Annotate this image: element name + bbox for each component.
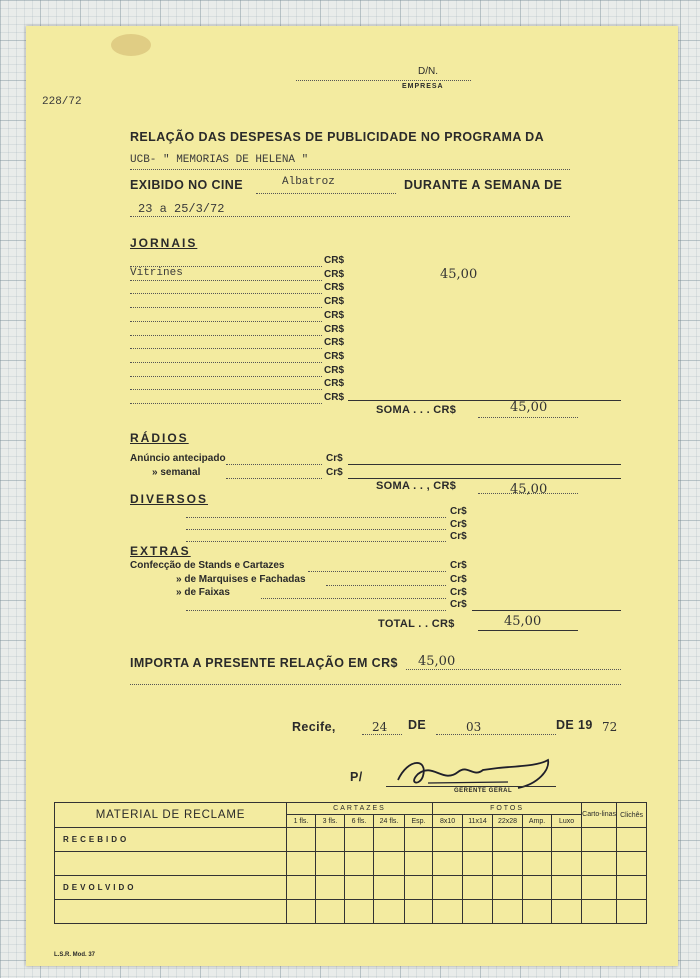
date-month-line [436,734,556,735]
extras-row3-currency: Cr$ [450,587,467,598]
extras-row1-currency: Cr$ [450,560,467,571]
material-cell [345,852,374,876]
material-cell [345,828,374,852]
material-cell [433,828,463,852]
material-cell [582,852,617,876]
material-cell [493,828,523,852]
jornais-row-line [130,321,322,322]
stamp-number: 228/72 [42,96,82,108]
jornais-row-currency: CR$ [324,378,345,389]
extras-heading: EXTRAS [130,544,191,558]
signature-role: GERENTE GERAL [454,788,513,794]
material-subheader: 6 fls. [345,815,374,828]
extras-row2-currency: Cr$ [450,574,467,585]
paper-stain [111,34,151,56]
material-cell [493,900,523,924]
diversos-currency-3: Cr$ [450,531,467,542]
fotos-header: FOTOS [433,803,582,815]
jornais-soma-label: SOMA . . . CR$ [376,404,457,416]
material-cell [463,852,493,876]
signature-prefix: P/ [350,770,363,784]
material-cell [523,900,552,924]
material-cell [405,828,433,852]
material-cell [374,852,405,876]
extras-row3-label: » de Faixas [176,587,230,598]
durante-label: DURANTE A SEMANA DE [404,178,563,192]
radios-soma-value: 45,00 [510,482,548,497]
total-line [478,630,578,631]
devolvido-label: DEVOLVIDO [55,876,287,900]
jornais-row-currency: CR$ [324,310,345,321]
material-cell [287,876,316,900]
jornais-soma-line [478,417,578,418]
recebido-label: RECEBIDO [55,828,287,852]
material-subheader: Amp. [523,815,552,828]
material-cell [493,876,523,900]
importa-value: 45,00 [418,654,456,669]
jornais-row-currency: CR$ [324,337,345,348]
material-cell [405,876,433,900]
material-cell [316,852,345,876]
radios-row1-line [226,464,322,465]
material-subheader: 11x14 [463,815,493,828]
material-subheader: Esp. [405,815,433,828]
jornais-row-currency: CR$ [324,269,345,280]
dates-line [130,216,570,217]
extras-row3-line [261,598,446,599]
material-table [54,802,647,924]
dn-field-line [296,80,471,81]
city-label: Recife, [292,720,336,734]
material-subheader: 24 fls. [374,815,405,828]
jornais-row-line [130,280,322,281]
material-cell [617,876,647,900]
material-cell [433,876,463,900]
extras-row1-label: Confecção de Stands e Cartazes [130,560,285,571]
cinema-line [256,193,396,194]
extras-row4-currency: Cr$ [450,599,467,610]
footer-label: L.S.R. Mod. 37 [54,952,96,958]
material-cell [552,900,582,924]
jornais-row-currency: CR$ [324,351,345,362]
material-subheader: 8x10 [433,815,463,828]
material-subheader: 3 fls. [316,815,345,828]
jornais-soma-value: 45,00 [510,400,548,415]
cartazes-header: CARTAZES [287,803,433,815]
form-sheet [26,26,678,966]
material-cell [582,900,617,924]
date-de2: DE 19 [556,718,593,732]
date-day: 24 [372,720,388,734]
material-cell [405,852,433,876]
material-cell [433,900,463,924]
material-subheader: 22x28 [493,815,523,828]
diversos-line-1 [186,517,446,518]
material-cell [316,828,345,852]
material-cell [374,900,405,924]
date-year: 72 [602,720,618,734]
jornais-row-value: 45,00 [440,267,478,282]
jornais-row-line [130,348,322,349]
extras-row1-line [308,571,446,572]
jornais-row-currency: CR$ [324,365,345,376]
material-cell [287,852,316,876]
jornais-row-currency: CR$ [324,255,345,266]
jornais-row-line [130,335,322,336]
material-cell [345,900,374,924]
radios-row1-value-line [348,464,621,465]
total-value: 45,00 [504,614,542,629]
jornais-row-line [130,389,322,390]
material-cell [287,900,316,924]
dn-label: D/N. [418,66,438,77]
jornais-row-currency: CR$ [324,296,345,307]
diversos-currency-1: Cr$ [450,506,467,517]
radios-heading: RÁDIOS [130,431,189,445]
diversos-line-3 [186,541,446,542]
material-cell [287,828,316,852]
title-line: RELAÇÃO DAS DESPESAS DE PUBLICIDADE NO PROGRAMA DA [130,130,545,144]
radios-soma-label: SOMA . . , CR$ [376,480,457,492]
radios-row2-line [226,478,322,479]
jornais-value-line [348,400,621,401]
material-title: MATERIAL DE RECLAME [55,803,287,828]
material-cell [374,876,405,900]
jornais-row-currency: CR$ [324,324,345,335]
radios-row1-label: Anúncio antecipado [130,453,226,464]
cliches-header: Clichês [617,803,647,828]
material-cell [345,876,374,900]
material-cell [433,852,463,876]
program-line [130,169,570,170]
jornais-row-desc: Vitrines [130,267,183,279]
material-cell [463,900,493,924]
material-cell [493,852,523,876]
material-cell [617,828,647,852]
empresa-label: EMPRESA [402,83,444,90]
material-subheader: 1 fls. [287,815,316,828]
material-cell [552,876,582,900]
exibido-label: EXIBIDO NO CINE [130,178,243,192]
signature-line [386,786,556,787]
jornais-row-line [130,376,322,377]
jornais-row-line [130,307,322,308]
material-cell [405,900,433,924]
jornais-row-line [130,362,322,363]
date-de1: DE [408,718,427,732]
diversos-line-2 [186,529,446,530]
cartolinas-header: Carto-linas [582,803,617,828]
material-cell [582,876,617,900]
jornais-row-line [130,403,322,404]
diversos-currency-2: Cr$ [450,519,467,530]
material-cell [617,852,647,876]
total-label: TOTAL . . CR$ [378,618,455,630]
material-cell [316,876,345,900]
material-cell [463,876,493,900]
radios-row2-currency: Cr$ [326,467,343,478]
importa-line [406,669,621,670]
material-subheader: Luxo [552,815,582,828]
date-day-line [362,734,402,735]
radios-row2-label: » semanal [152,467,201,478]
material-cell [523,876,552,900]
extras-row2-line [326,585,446,586]
cinema-name: Albatroz [282,176,335,188]
radios-row1-currency: Cr$ [326,453,343,464]
jornais-row-currency: CR$ [324,282,345,293]
dates-value: 23 a 25/3/72 [138,202,225,216]
material-cell [523,828,552,852]
material-cell [374,828,405,852]
program-name: UCB- " MEMORIAS DE HELENA " [130,154,309,166]
jornais-row-currency: CR$ [324,392,345,403]
jornais-row-line [130,293,322,294]
material-cell [552,828,582,852]
importa-line-2 [130,684,621,685]
material-cell [617,900,647,924]
date-month: 03 [466,720,482,734]
material-cell [463,828,493,852]
material-cell [582,828,617,852]
extras-row4-line [186,610,446,611]
importa-label: IMPORTA A PRESENTE RELAÇÃO EM CR$ [130,656,398,670]
extras-value-line [472,610,621,611]
diversos-heading: DIVERSOS [130,492,209,506]
material-cell [523,852,552,876]
jornais-heading: JORNAIS [130,236,198,250]
material-cell [552,852,582,876]
radios-row2-value-line [348,478,621,479]
extras-row2-label: » de Marquises e Fachadas [176,574,306,585]
material-cell [316,900,345,924]
